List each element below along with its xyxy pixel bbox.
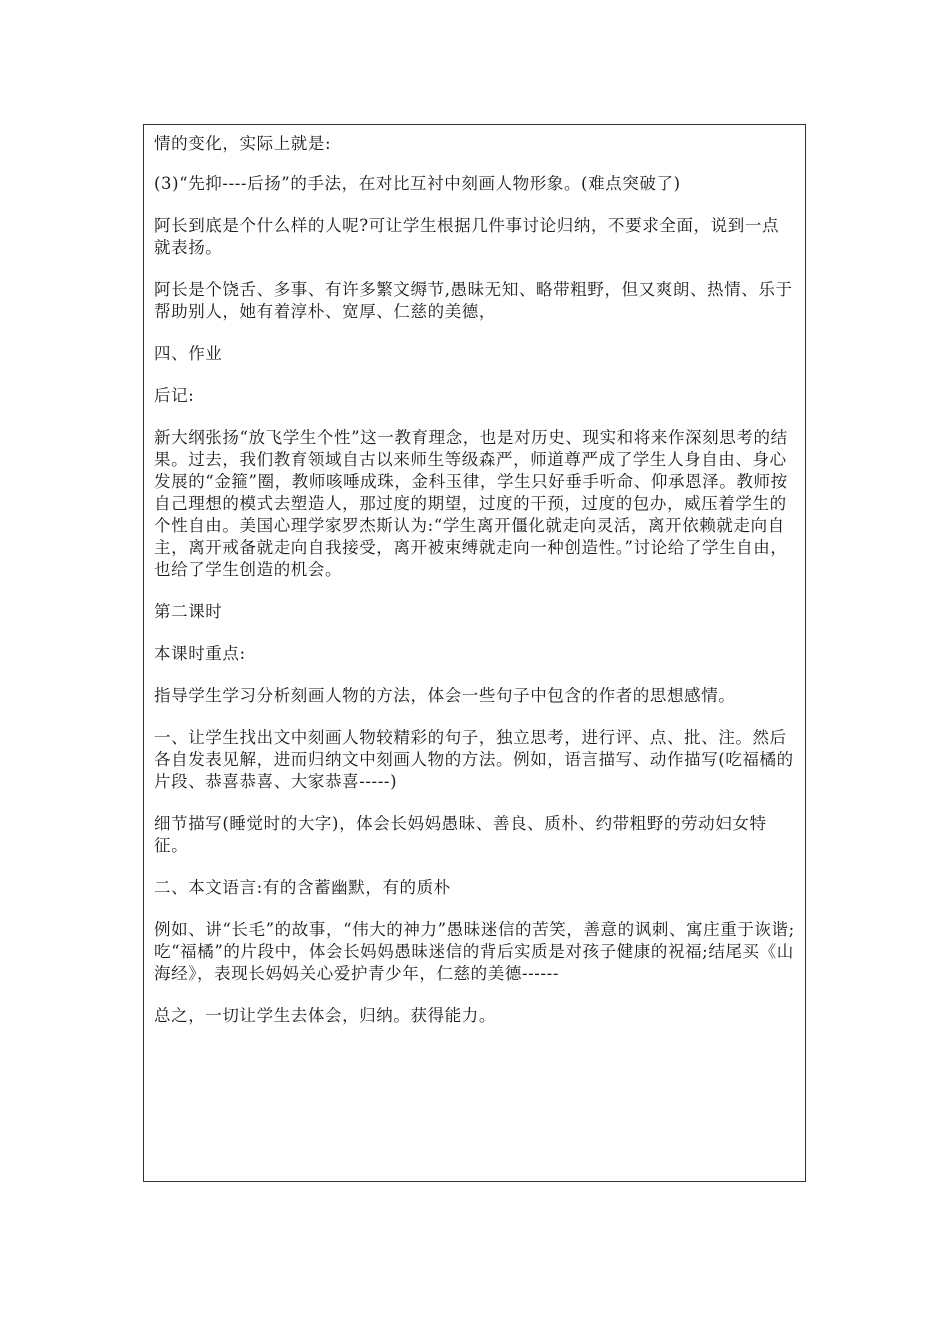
paragraph: 新大纲张扬“放飞学生个性”这一教育理念，也是对历史、现实和将来作深刻思考的结果。过去，我们教育领域自古以来师生等级森严，师道尊严成了学生人身自由、身心发展的“金箍”圈，教师咳唾成珠，金科玉律，学生只好垂手听命、仰承恩泽。教师按自己理想的模式去塑造人，那过度的期望，过度的干预，过度的包办，威压着学生的个性自由。美国心理学家罗杰斯认为:“学生离开僵化就走向灵活，离开依赖就走向自主，离开戒备就走向自我接受，离开被束缚就走向一种创造性。”讨论给了学生自由，也给了学生创造的机会。	[154, 428, 788, 579]
document-frame	[143, 124, 806, 1182]
paragraph: 一、让学生找出文中刻画人物较精彩的句子，独立思考，进行评、点、批、注。然后各自发表见解，进而归纳文中刻画人物的方法。例如，语言描写、动作描写(吃福橘的片段、恭喜恭喜、大家恭喜-----)	[154, 728, 794, 791]
paragraph: 阿长到底是个什么样的人呢?可让学生根据几件事讨论归纳，不要求全面，说到一点就表扬。	[154, 216, 780, 257]
paragraph: 例如、讲“长毛”的故事，“伟大的神力”愚昧迷信的苦笑，善意的讽刺、寓庄重于诙谐;吃“福橘”的片段中，体会长妈妈愚昧迷信的背后实质是对孩子健康的祝福;结尾买《山海经》，表现长妈妈关心爱护青少年，仁慈的美德------	[154, 920, 795, 983]
paragraph: 指导学生学习分析刻画人物的方法，体会一些句子中包含的作者的思想感情。	[154, 686, 736, 705]
section-heading: 第二课时	[154, 602, 223, 621]
section-heading: 本课时重点:	[154, 644, 246, 663]
section-heading: 二、本文语言:有的含蓄幽默，有的质朴	[154, 878, 451, 897]
paragraph: 总之，一切让学生去体会，归纳。获得能力。	[154, 1006, 496, 1025]
section-heading: 后记:	[154, 386, 195, 405]
paragraph: 阿长是个饶舌、多事、有许多繁文缛节,愚昧无知、略带粗野，但又爽朗、热情、乐于帮助别人，她有着淳朴、宽厚、仁慈的美德，	[154, 280, 793, 321]
section-heading: 四、作业	[154, 344, 223, 363]
paragraph: 细节描写(睡觉时的大字)，体会长妈妈愚昧、善良、质朴、约带粗野的劳动妇女特征。	[154, 814, 767, 855]
paragraph: 情的变化，实际上就是:	[154, 134, 332, 153]
paragraph: (3)“先抑----后扬”的手法，在对比互衬中刻画人物形象。(难点突破了)	[154, 174, 681, 193]
